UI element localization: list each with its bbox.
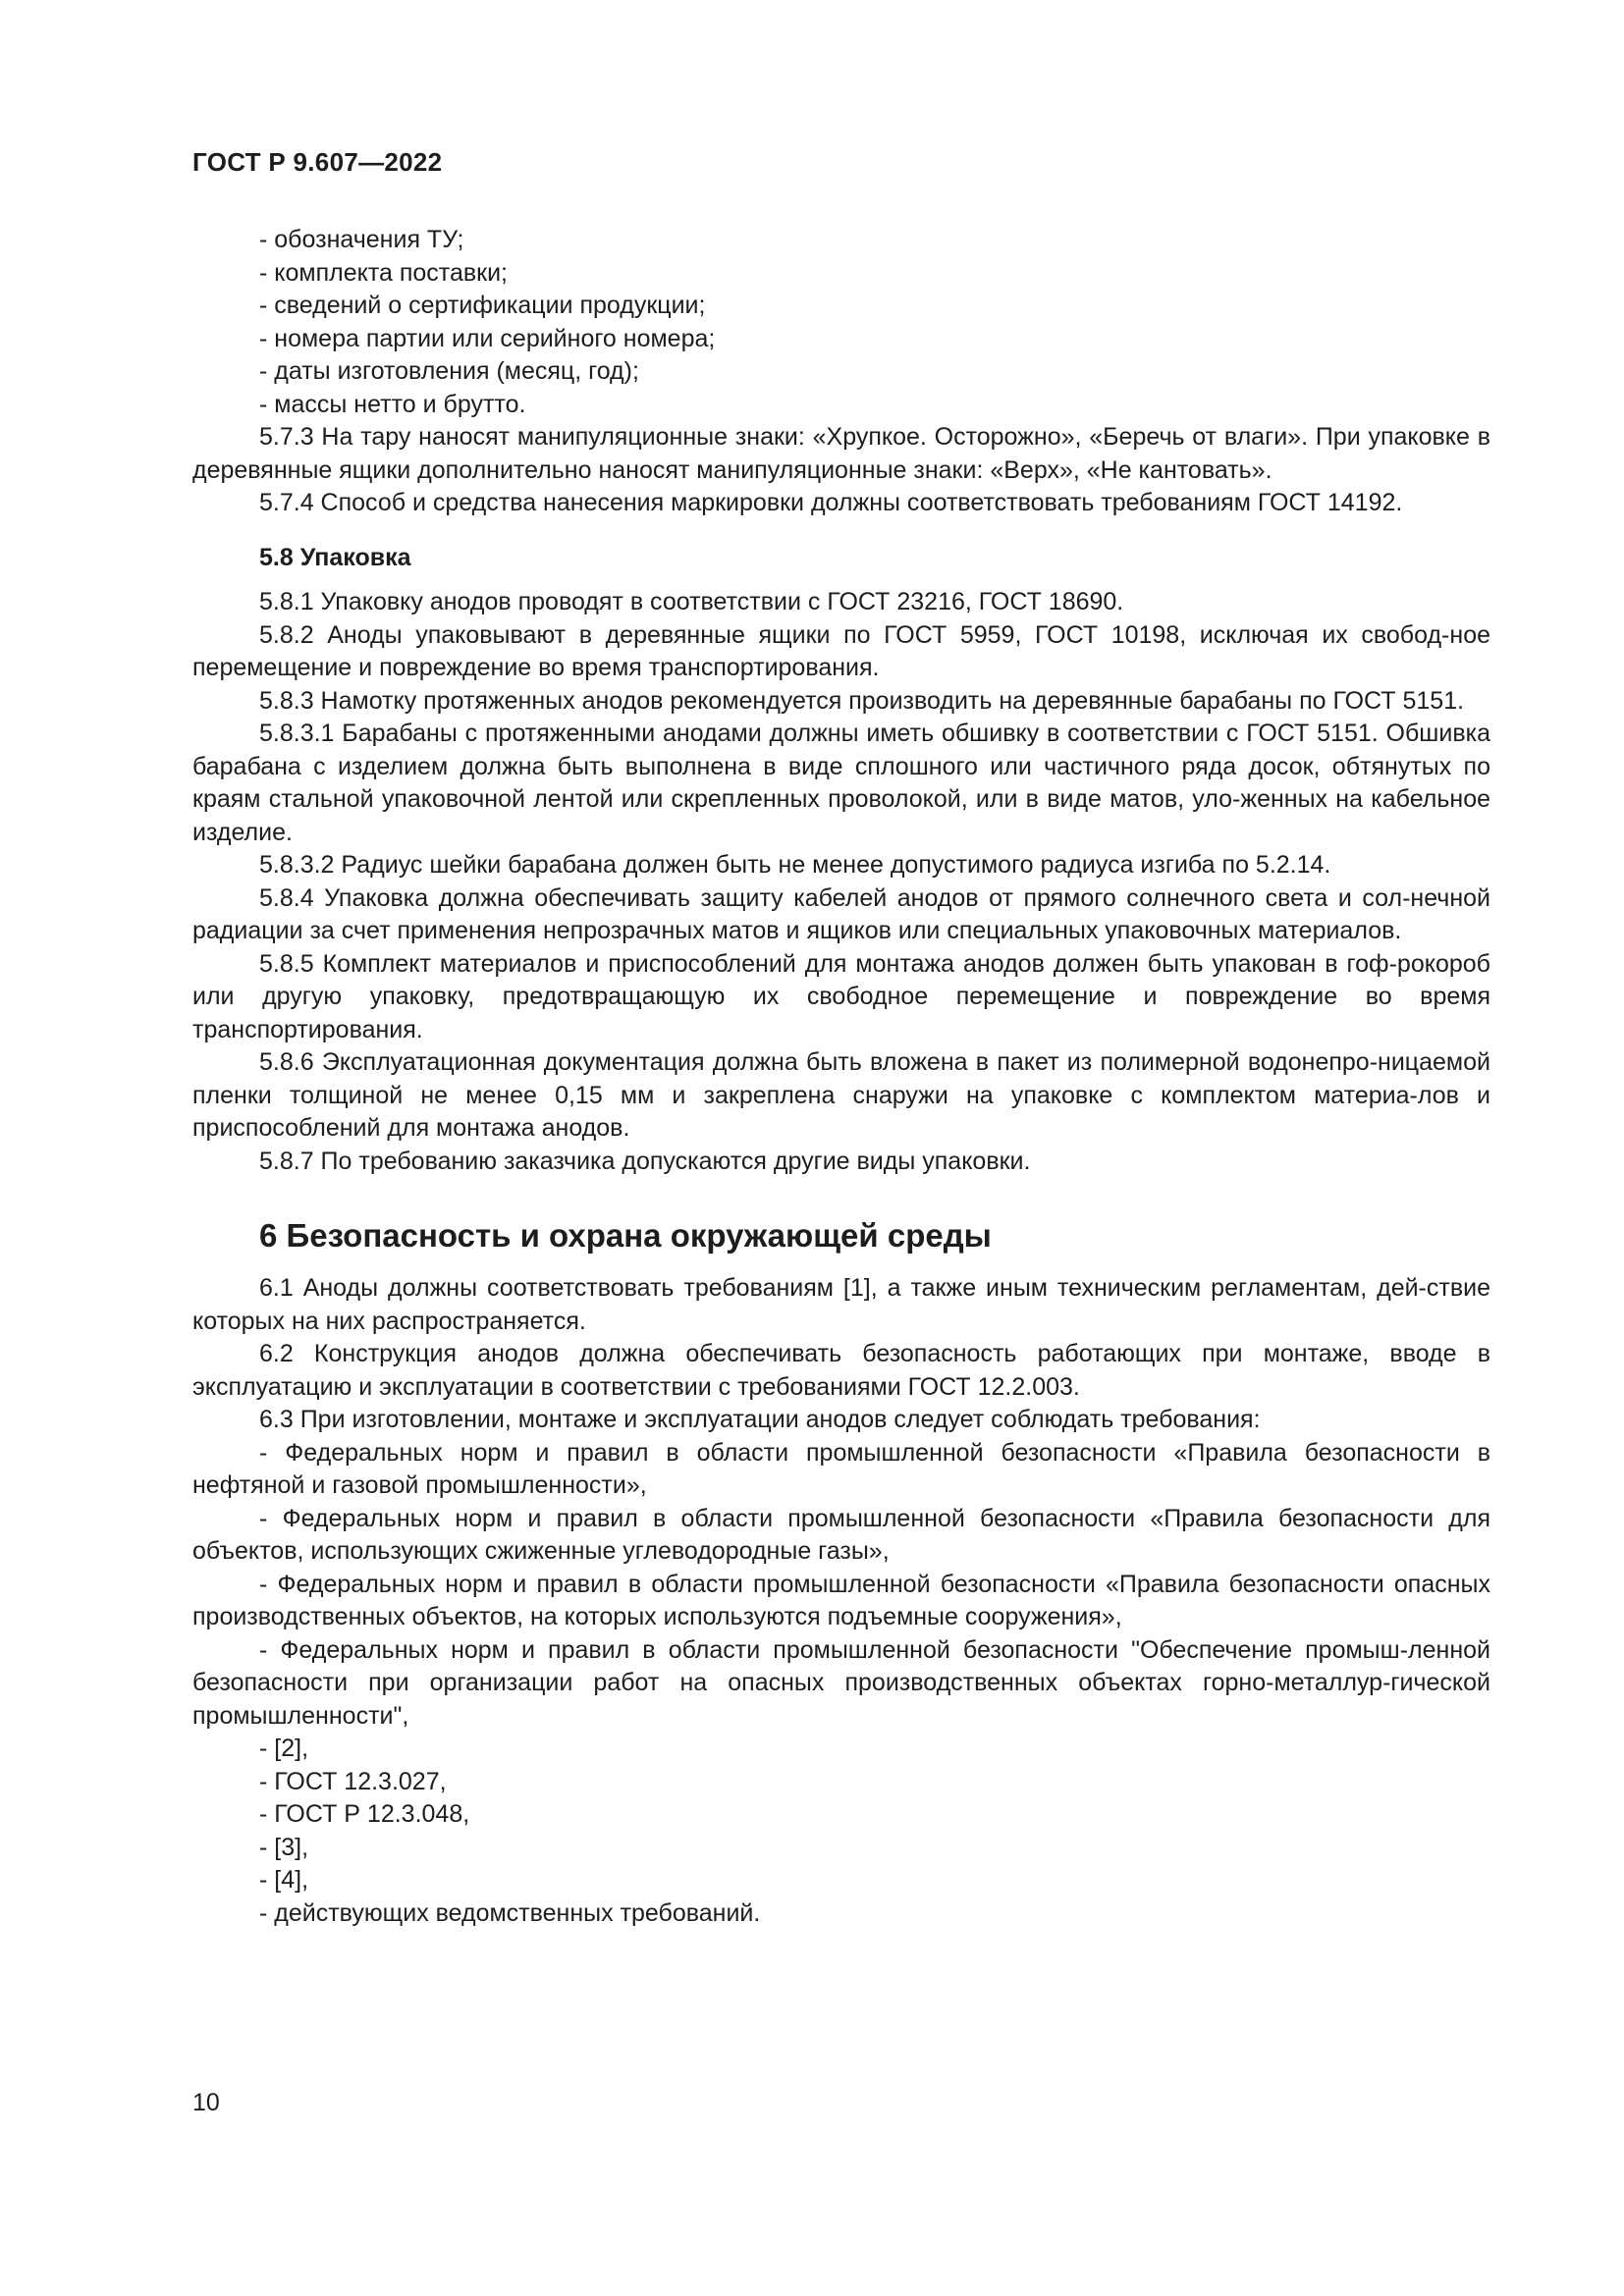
paragraph-5-8-1: 5.8.1 Упаковку анодов проводят в соответствии с ГОСТ 23216, ГОСТ 18690. <box>259 588 1124 615</box>
list-item: - ГОСТ 12.3.027, <box>259 1767 447 1795</box>
requirements-list <box>192 1437 1490 1931</box>
page-number: 10 <box>192 2089 220 2116</box>
paragraph-5-8-3-2: 5.8.3.2 Радиус шейки барабана должен быть не менее допустимого радиуса изгиба по 5.2.14. <box>259 851 1331 879</box>
list-item: - Федеральных норм и правил в области промышленной безопасности «Правила безопасности в нефтяной и газовой промышленности», <box>192 1438 1490 1499</box>
list-item: - [2], <box>259 1735 309 1762</box>
paragraph-6-1: 6.1 Аноды должны соответствовать требованиям [1], а также иным техническим регламентам, дей-ствие которых на них распространяется. <box>192 1274 1490 1335</box>
paragraph-5-8-4: 5.8.4 Упаковка должна обеспечивать защиту кабелей анодов от прямого солнечного света и сол-нечной радиации за счет применения непрозрачных матов и ящиков или специальных упаковочных материалов. <box>192 883 1490 944</box>
list-item: - Федеральных норм и правил в области промышленной безопасности «Правила безопасности опасных производственных объектов, на которых используются подъемные сооружения», <box>192 1570 1490 1630</box>
paragraph-5-7-3: 5.7.3 На тару наносят манипуляционные знаки: «Хрупкое. Осторожно», «Беречь от влаги». При упаковке в деревянные ящики дополнительно наносят манипуляционные знаки: «Верх», «Не кантовать». <box>192 423 1490 484</box>
list-item: - ГОСТ Р 12.3.048, <box>259 1800 470 1828</box>
paragraph-6-2: 6.2 Конструкция анодов должна обеспечивать безопасность работающих при монтаже, вводе в эксплуатацию и эксплуатации в соответствии с требованиями ГОСТ 12.2.003. <box>192 1340 1490 1401</box>
paragraph-5-8-6: 5.8.6 Эксплуатационная документация должна быть вложена в пакет из полимерной водонепро-ницаемой пленки толщиной не менее 0,15 мм и закреплена снаружи на упаковке с комплектом материа-лов и приспособлений для монтажа анодов. <box>192 1048 1490 1142</box>
list-item: - комплекта поставки; <box>259 258 508 287</box>
document-page <box>192 0 1490 2296</box>
paragraph-5-8-3-1: 5.8.3.1 Барабаны с протяженными анодами должны иметь обшивку в соответствии с ГОСТ 5151. Обшивка барабана с изделием должна быть выполнена в виде сплошного или частичного ряда досок, обтянутых по краям стальной упаковочной лентой или скрепленных проволокой, или в виде матов, уло-женных на кабельное изделие. <box>192 720 1490 846</box>
list-item: - обозначения ТУ; <box>259 226 464 253</box>
list-item: - номера партии или серийного номера; <box>259 324 716 352</box>
paragraph-6-3: 6.3 При изготовлении, монтаже и эксплуатации анодов следует соблюдать требования: <box>259 1406 1261 1433</box>
list-item: - [4], <box>259 1866 309 1894</box>
section-title-6: 6 Безопасность и охрана окружающей среды <box>259 1217 992 1254</box>
list-item: - Федеральных норм и правил в области промышленной безопасности «Правила безопасности для объектов, использующих сжиженные углеводородные газы», <box>192 1504 1490 1565</box>
subsection-title-5-8: 5.8 Упаковка <box>259 543 411 571</box>
list-item: - сведений о сертификации продукции; <box>259 292 706 319</box>
paragraph-5-7-4: 5.7.4 Способ и средства нанесения маркировки должны соответствовать требованиям ГОСТ 14192. <box>259 489 1403 516</box>
list-item: - действующих ведомственных требований. <box>259 1898 761 1927</box>
paragraph-5-8-3: 5.8.3 Намотку протяженных анодов рекомендуется производить на деревянные барабаны по ГОСТ 5151. <box>259 686 1465 715</box>
list-item: - даты изготовления (месяц, год); <box>259 357 639 385</box>
marking-list <box>192 224 1490 421</box>
document-header: ГОСТ Р 9.607—2022 <box>192 147 443 177</box>
list-item: - [3], <box>259 1833 309 1861</box>
paragraph-5-8-7: 5.8.7 По требованию заказчика допускаются другие виды упаковки. <box>259 1147 1031 1175</box>
document-body <box>192 224 1490 1930</box>
list-item: - массы нетто и брутто. <box>259 390 526 418</box>
paragraph-5-8-5: 5.8.5 Комплект материалов и приспособлений для монтажа анодов должен быть упакован в гоф-рокороб или другую упаковку, предотвращающую их свободное перемещение и повреждение во время транспортирования. <box>192 949 1490 1043</box>
list-item: - Федеральных норм и правил в области промышленной безопасности "Обеспечение промыш-ленной безопасности при организации работ на опасных производственных объектах горно-металлур-гической промышленности", <box>192 1635 1490 1730</box>
paragraph-5-8-2: 5.8.2 Аноды упаковывают в деревянные ящики по ГОСТ 5959, ГОСТ 10198, исключая их свобод-ное перемещение и повреждение во время транспортирования. <box>192 620 1490 681</box>
